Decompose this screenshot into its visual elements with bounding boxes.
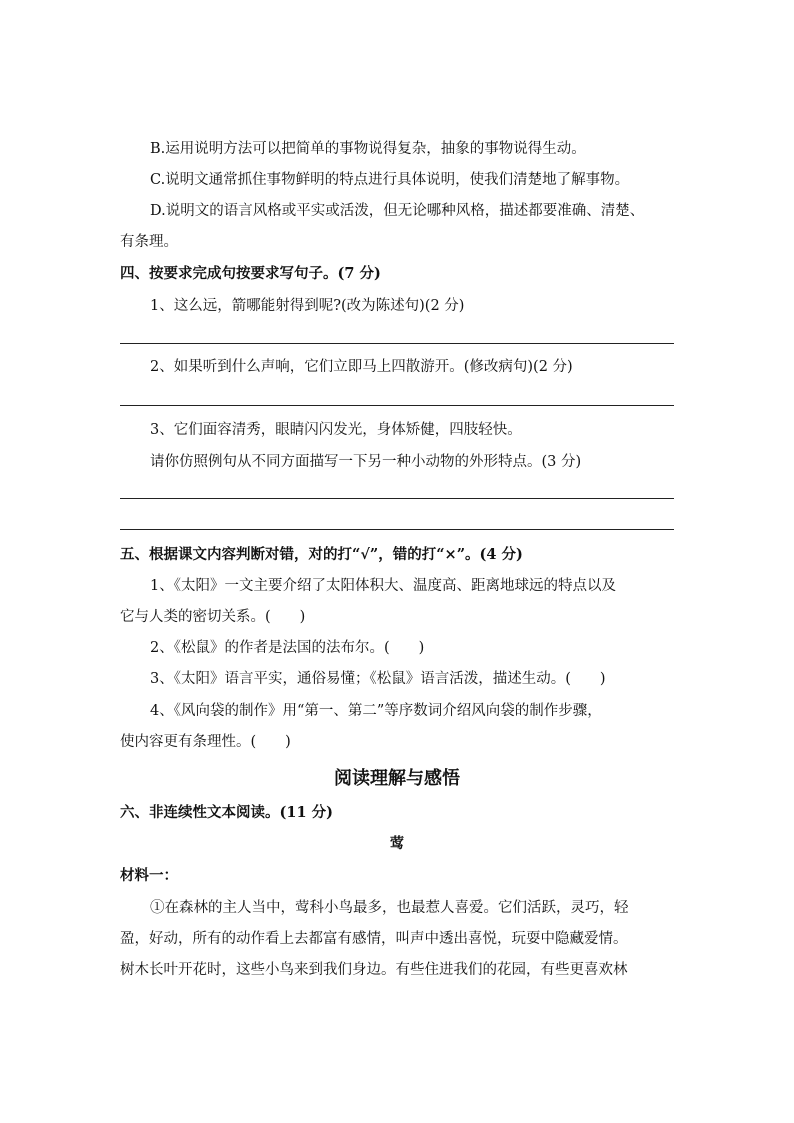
section5-item4-line2: 使内容更有条理性。( ) (120, 734, 291, 750)
section5-heading: 五、根据课文内容判断对错，对的打“√”，错的打“×”。(4 分) (120, 546, 523, 563)
section5-item2: 2、《松鼠》的作者是法国的法布尔。( ) (150, 640, 425, 656)
para1-line2: 盈，好动，所有的动作看上去都富有感情，叫声中透出喜悦，玩耍中隐藏爱情。 (120, 931, 628, 947)
answer-line-q3a (120, 498, 674, 499)
section4-q1: 1、这么远，箭哪能射得到呢?(改为陈述句)(2 分) (150, 298, 465, 314)
section4-q3-task: 请你仿照例句从不同方面描写一下另一种小动物的外形特点。(3 分) (150, 454, 582, 470)
option-d-line1: D.说明文的语言风格或平实或活泼，但无论哪种风格，描述都要准确、清楚、 (150, 203, 645, 219)
para1-line1: ①在森林的主人当中，莺科小鸟最多，也最惹人喜爱。它们活跃，灵巧，轻 (150, 900, 629, 916)
section6-heading: 六、非连续性文本阅读。(11 分) (120, 804, 333, 821)
reading-part-title: 阅读理解与感悟 (334, 768, 460, 789)
section5-item1-line2: 它与人类的密切关系。( ) (120, 609, 306, 625)
passage-title: 莺 (389, 835, 405, 852)
section4-heading: 四、按要求完成句按要求写句子。(7 分) (120, 265, 381, 282)
section4-q3-example: 3、它们面容清秀，眼睛闪闪发光，身体矫健，四肢轻快。 (150, 422, 522, 438)
section5-item4-line1: 4、《风向袋的制作》用“第一、第二”等序数词介绍风向袋的制作步骤， (150, 703, 602, 719)
answer-line-q1 (120, 343, 674, 344)
answer-line-q2 (120, 405, 674, 406)
option-c: C.说明文通常抓住事物鲜明的特点进行具体说明，使我们清楚地了解事物。 (150, 172, 630, 188)
option-d-line2: 有条理。 (120, 234, 178, 250)
section5-item3: 3、《太阳》语言平实，通俗易懂；《松鼠》语言活泼，描述生动。( ) (150, 671, 606, 687)
material-label: 材料一： (120, 867, 178, 884)
section4-q2: 2、如果听到什么声响，它们立即马上四散游开。(修改病句)(2 分) (150, 359, 573, 375)
section5-item1-line1: 1、《太阳》一文主要介绍了太阳体积大、温度高、距离地球远的特点以及 (150, 578, 616, 594)
answer-line-q3b (120, 529, 674, 530)
option-b: B.运用说明方法可以把简单的事物说得复杂，抽象的事物说得生动。 (150, 141, 586, 157)
para1-line3: 树木长叶开花时，这些小鸟来到我们身边。有些住进我们的花园，有些更喜欢林 (120, 962, 628, 978)
